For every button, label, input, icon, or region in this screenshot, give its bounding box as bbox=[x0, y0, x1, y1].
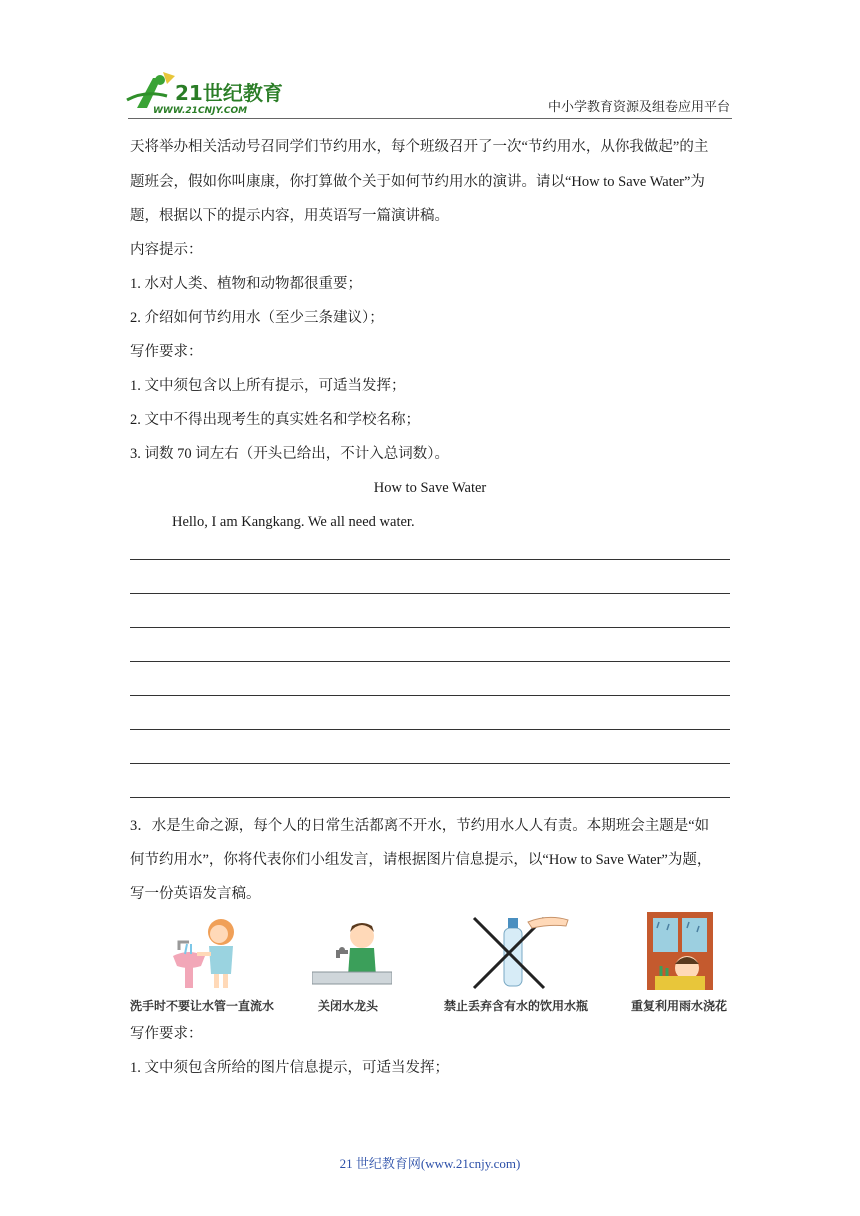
girl-washing-hands-icon bbox=[165, 912, 245, 997]
q3-line-2: 何节约用水”，你将代表你们小组发言，请根据图片信息提示，以“How to Save Water”为题， bbox=[130, 852, 712, 868]
site-logo bbox=[123, 70, 288, 116]
q3-line-3: 写一份英语发言稿。 bbox=[130, 886, 261, 902]
picture-caption-1: 洗手时不要让水管一直流水 bbox=[130, 999, 275, 1013]
writing-req-3: 3. 词数 70 词左右（开头已给出，不计入总词数）。 bbox=[130, 446, 449, 462]
writing-line bbox=[130, 627, 730, 628]
picture-caption-4: 重复利用雨水浇花 bbox=[631, 999, 728, 1013]
intro-line-1: 天将举办相关活动号召同学们节约用水，每个班级召开了一次“节约用水，从你我做起”的主 bbox=[130, 139, 709, 155]
intro-line-3: 题，根据以下的提示内容，用英语写一篇演讲稿。 bbox=[130, 208, 449, 224]
content-hint-2: 2. 介绍如何节约用水（至少三条建议）； bbox=[130, 310, 384, 326]
essay-title: How to Save Water bbox=[373, 480, 487, 496]
header-platform-text: 中小学教育资源及组卷应用平台 bbox=[548, 99, 731, 114]
writing-req-1: 1. 文中须包含以上所有提示，可适当发挥； bbox=[130, 378, 406, 394]
writing-line bbox=[130, 763, 730, 764]
writing-line bbox=[130, 593, 730, 594]
rain-window-flower-icon bbox=[645, 906, 715, 997]
boy-turning-off-tap-icon bbox=[312, 912, 392, 997]
picture-caption-2: 关闭水龙头 bbox=[318, 999, 379, 1013]
writing-line bbox=[130, 661, 730, 662]
q3-writing-req-1: 1. 文中须包含所给的图片信息提示，可适当发挥； bbox=[130, 1060, 449, 1076]
logo-url: WWW.21CNJY.COM bbox=[153, 106, 248, 116]
content-hint-1: 1. 水对人类、植物和动物都很重要； bbox=[130, 276, 362, 292]
crossed-water-bottle-icon bbox=[470, 912, 575, 997]
header-divider bbox=[128, 118, 732, 119]
writing-req-2: 2. 文中不得出现考生的真实姓名和学校名称； bbox=[130, 412, 420, 428]
content-hint-title: 内容提示： bbox=[130, 242, 203, 258]
footer-site-link[interactable]: 21 世纪教育网(www.21cnjy.com) bbox=[339, 1156, 521, 1171]
writing-line bbox=[130, 695, 730, 696]
logo-text: 21世纪教育 bbox=[175, 81, 283, 105]
intro-line-2: 题班会，假如你叫康康，你打算做个关于如何节约用水的演讲。请以“How to Save Water”为 bbox=[130, 174, 705, 190]
q3-writing-req-title: 写作要求： bbox=[130, 1026, 203, 1042]
writing-line bbox=[130, 797, 730, 798]
writing-line bbox=[130, 729, 730, 730]
essay-start: Hello, I am Kangkang. We all need water. bbox=[172, 514, 415, 530]
picture-caption-3: 禁止丢弃含有水的饮用水瓶 bbox=[444, 999, 589, 1013]
q3-line-1: 3．水是生命之源，每个人的日常生活都离不开水，节约用水人人有责。本期班会主题是“如 bbox=[130, 818, 710, 834]
writing-line bbox=[130, 559, 730, 560]
writing-req-title: 写作要求： bbox=[130, 344, 203, 360]
